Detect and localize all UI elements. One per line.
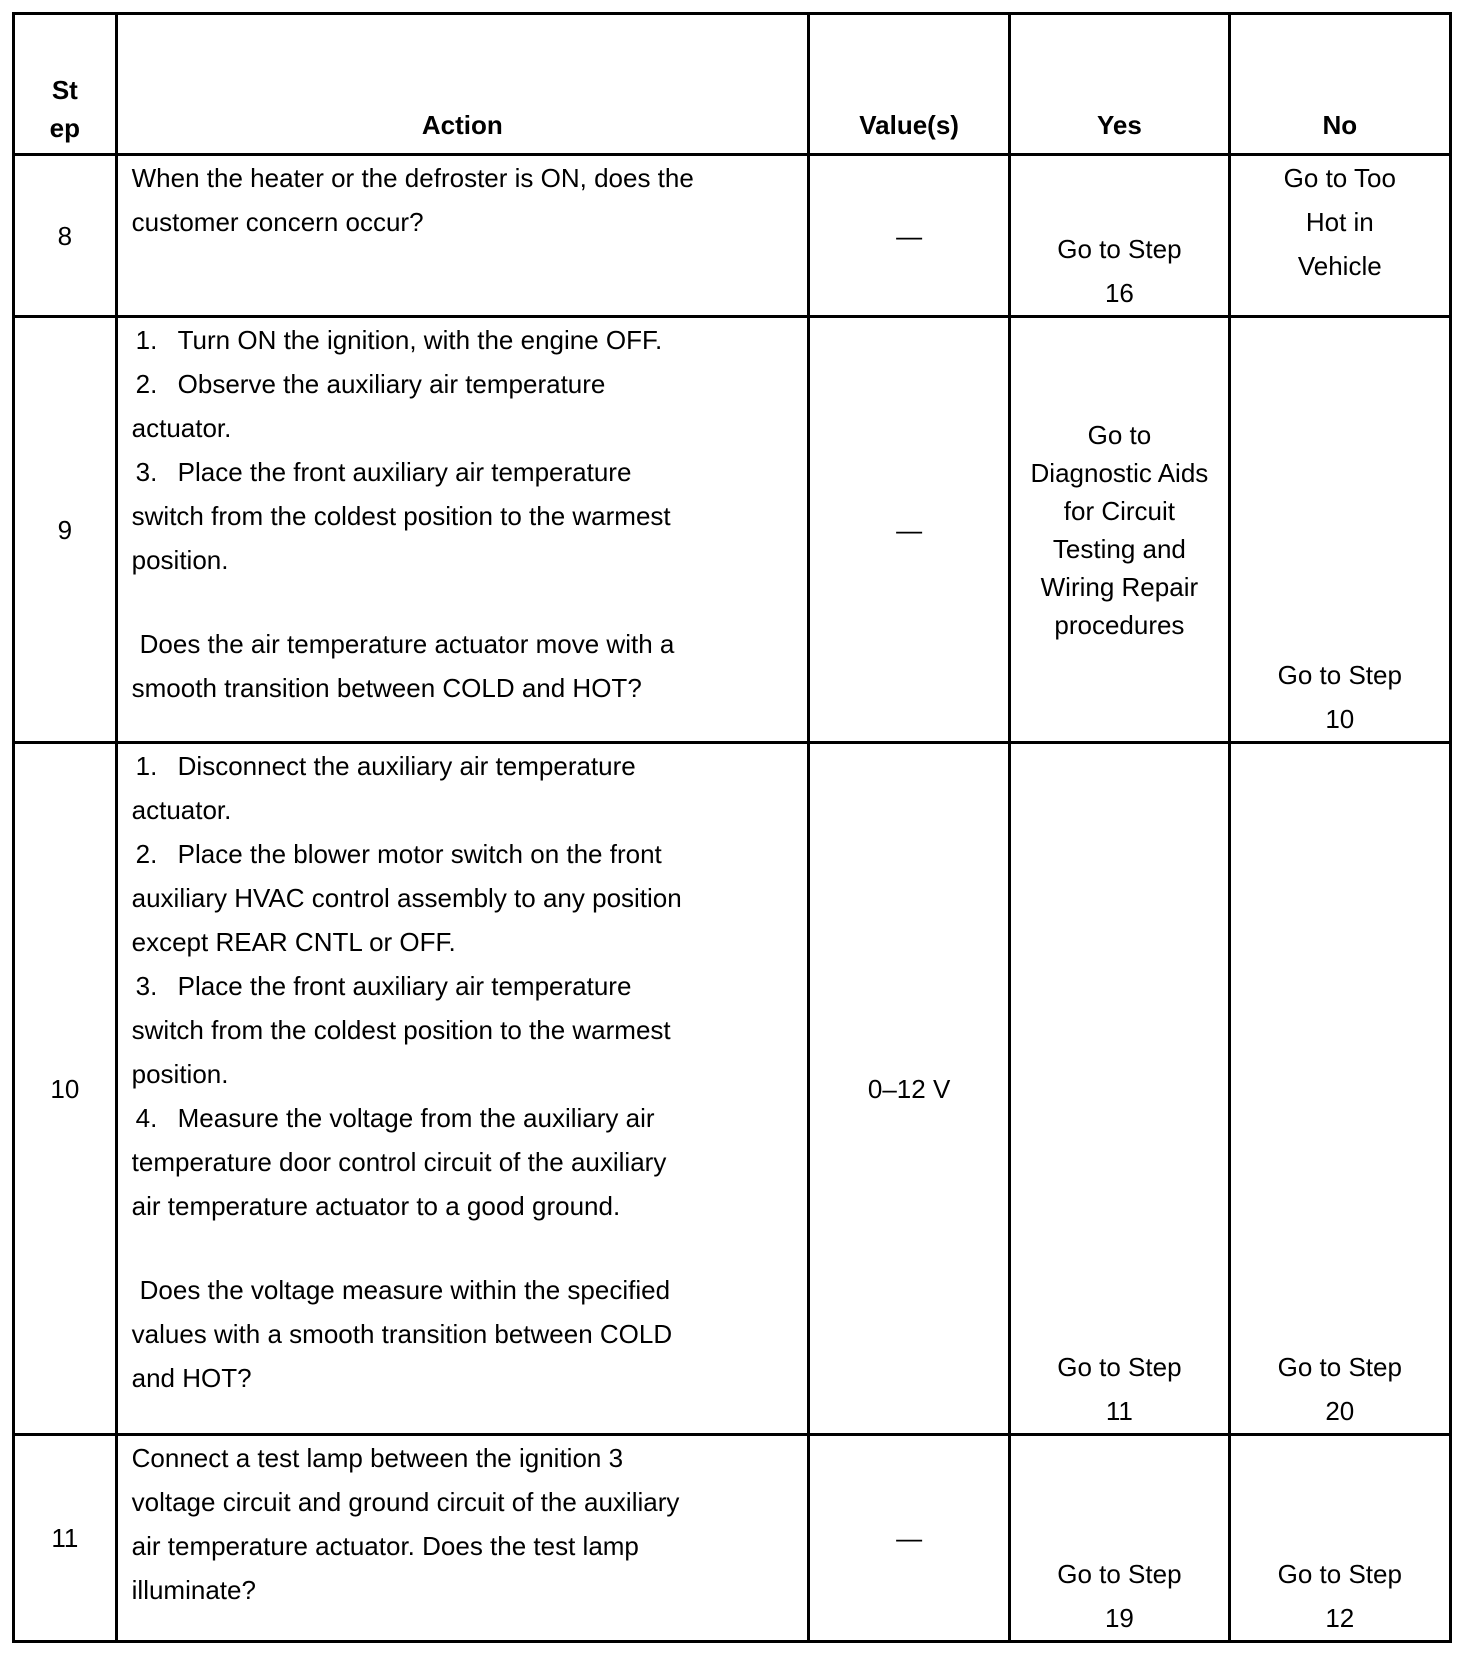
action-question xyxy=(132,622,793,710)
yes-cell xyxy=(1010,317,1229,743)
yes-line: Diagnostic Aids xyxy=(1030,457,1209,488)
no-cell xyxy=(1229,743,1450,1435)
diagnostic-table xyxy=(12,12,1452,1643)
no-line: Go to Step xyxy=(1277,1559,1402,1589)
action-line: except REAR CNTL or OFF. xyxy=(131,927,456,957)
header-step-line: St xyxy=(51,75,78,105)
action-line: temperature door control circuit of the auxiliary xyxy=(131,1147,667,1177)
yes-line: 11 xyxy=(1105,1396,1133,1426)
action-line xyxy=(132,832,793,876)
action-line: voltage circuit and ground circuit of the auxiliary xyxy=(131,1487,680,1517)
yes-line: 19 xyxy=(1104,1603,1134,1633)
action-line xyxy=(132,450,793,494)
step-number: 11 xyxy=(14,1435,117,1642)
action-step-text: Observe the auxiliary air temperature xyxy=(177,369,606,399)
action-line xyxy=(132,318,793,362)
action-cell xyxy=(116,743,808,1435)
table-row xyxy=(14,1435,1451,1642)
action-step-number: 3. xyxy=(135,971,158,1001)
step-number: 9 xyxy=(14,317,117,743)
table-row xyxy=(14,743,1451,1435)
question-line: values with a smooth transition between COLD xyxy=(131,1319,673,1349)
yes-cell xyxy=(1010,155,1229,317)
no-cell xyxy=(1229,317,1450,743)
no-line: 12 xyxy=(1325,1603,1355,1633)
value-cell: — xyxy=(808,155,1009,317)
header-action: Action xyxy=(116,14,808,155)
action-step-text: Place the blower motor switch on the front xyxy=(177,839,662,869)
action-step-number: 2. xyxy=(135,839,158,869)
action-question xyxy=(132,1268,793,1400)
action-line: position. xyxy=(131,545,229,575)
no-line: Vehicle xyxy=(1297,251,1382,281)
action-step-number: 3. xyxy=(135,457,158,487)
action-line: auxiliary HVAC control assembly to any position xyxy=(131,883,682,913)
no-cell xyxy=(1229,1435,1450,1642)
action-cell xyxy=(116,1435,808,1642)
no-line: 10 xyxy=(1325,704,1355,734)
yes-line: Testing and xyxy=(1052,533,1186,564)
value-cell: 0–12 V xyxy=(808,743,1009,1435)
no-line: Go to Step xyxy=(1277,660,1402,690)
action-line: position. xyxy=(131,1059,229,1089)
action-line xyxy=(132,362,793,406)
action-step-number: 1. xyxy=(135,751,158,781)
yes-line: Wiring Repair xyxy=(1040,571,1199,602)
header-yes: Yes xyxy=(1010,14,1229,155)
question-line: Does the air temperature actuator move with a xyxy=(139,629,675,659)
action-step-number: 1. xyxy=(135,325,158,355)
header-step-line: ep xyxy=(49,113,80,143)
action-step-text: Place the front auxiliary air temperature xyxy=(177,971,632,1001)
no-cell xyxy=(1229,155,1450,317)
header-step xyxy=(14,14,117,155)
action-line: actuator. xyxy=(131,413,232,443)
action-line: illuminate? xyxy=(131,1575,256,1605)
action-step-text: Place the front auxiliary air temperature xyxy=(177,457,632,487)
no-line: Go to Step xyxy=(1277,1352,1402,1382)
yes-line: for Circuit xyxy=(1063,495,1176,526)
no-line: Hot in xyxy=(1305,207,1374,237)
question-line: smooth transition between COLD and HOT? xyxy=(131,673,642,703)
action-line: switch from the coldest position to the warmest xyxy=(131,501,671,531)
action-line: customer concern occur? xyxy=(131,207,424,237)
table-row xyxy=(14,317,1451,743)
action-step-number: 2. xyxy=(135,369,158,399)
action-line xyxy=(132,1096,793,1140)
diagnostic-table-container xyxy=(12,12,1452,1643)
header-values: Value(s) xyxy=(808,14,1009,155)
no-line: 20 xyxy=(1325,1396,1355,1426)
action-step-text: Disconnect the auxiliary air temperature xyxy=(177,751,636,781)
action-step-number: 4. xyxy=(135,1103,158,1133)
value-cell: — xyxy=(808,1435,1009,1642)
action-line xyxy=(132,964,793,1008)
yes-line: procedures xyxy=(1054,609,1185,640)
step-number: 8 xyxy=(14,155,117,317)
action-line: Connect a test lamp between the ignition 3 xyxy=(131,1443,624,1473)
question-line: and HOT? xyxy=(131,1363,252,1393)
action-line xyxy=(132,744,793,788)
header-row xyxy=(14,14,1451,155)
yes-line: Go to Step xyxy=(1057,1559,1182,1589)
action-cell xyxy=(116,317,808,743)
yes-cell xyxy=(1010,1435,1229,1642)
question-line: Does the voltage measure within the specified xyxy=(139,1275,671,1305)
yes-line: Go to Step xyxy=(1057,234,1182,264)
yes-line: Go to Step xyxy=(1057,1352,1182,1382)
value-cell: — xyxy=(808,317,1009,743)
action-step-text: Turn ON the ignition, with the engine OFF. xyxy=(177,325,663,355)
action-step-text: Measure the voltage from the auxiliary air xyxy=(177,1103,655,1133)
action-line: air temperature actuator to a good ground. xyxy=(131,1191,621,1221)
step-number: 10 xyxy=(14,743,117,1435)
table-row xyxy=(14,155,1451,317)
yes-line: 16 xyxy=(1104,278,1134,308)
action-cell xyxy=(116,155,808,317)
action-line: When the heater or the defroster is ON, does the xyxy=(131,163,694,193)
yes-cell xyxy=(1010,743,1229,1435)
no-line: Go to Too xyxy=(1283,163,1396,193)
action-line: switch from the coldest position to the warmest xyxy=(131,1015,671,1045)
action-line: actuator. xyxy=(131,795,232,825)
yes-line: Go to xyxy=(1087,419,1152,450)
header-no: No xyxy=(1229,14,1450,155)
action-line: air temperature actuator. Does the test lamp xyxy=(131,1531,639,1561)
